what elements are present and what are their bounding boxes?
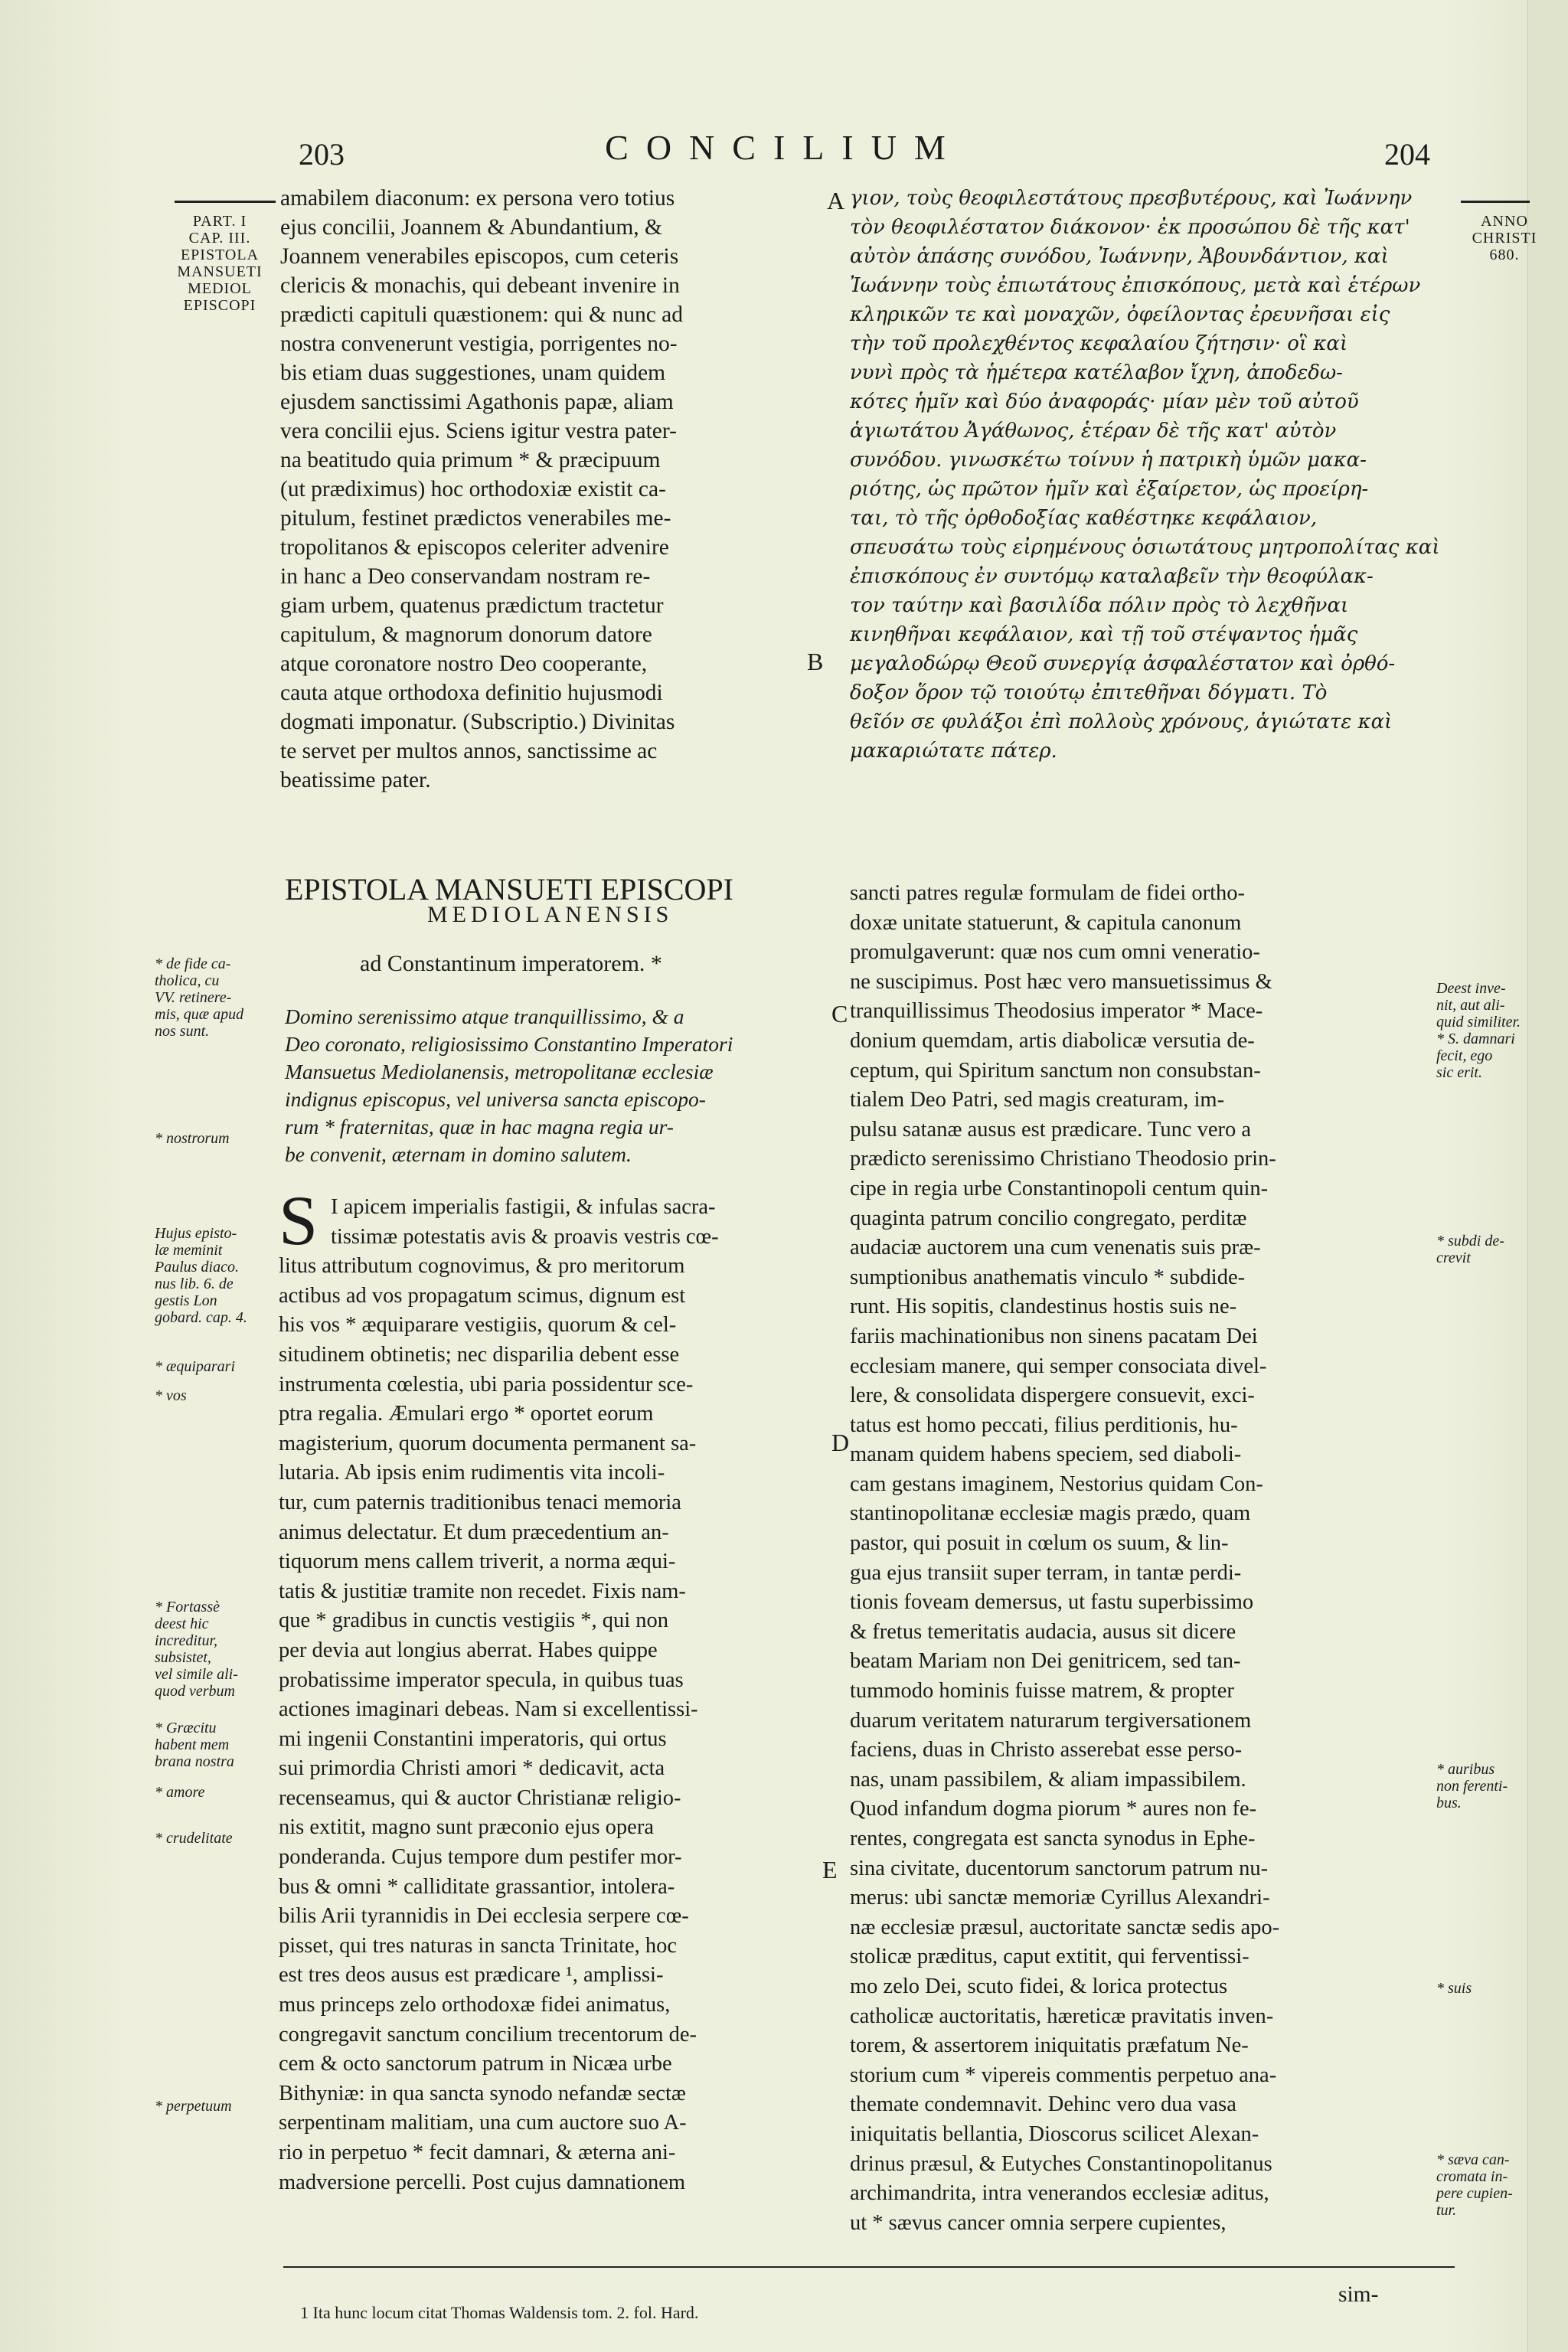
margin-note-left (155, 1830, 233, 1847)
margin-note-left (155, 1387, 187, 1404)
top-greek-column (850, 184, 1462, 766)
body-line: fariis machinationibus non sinens pacatam Dei (850, 1324, 1258, 1348)
greek-line: κινηθῆναι κεφάλαιον, καὶ τῇ τοῦ στέψαντος ἡμᾶς (850, 623, 1358, 646)
body-line: nis extitit, magno sunt præconio ejus opera (279, 1815, 654, 1840)
body-line: themate condemnavit. Dehinc vero dua vasa (850, 2092, 1236, 2117)
latin-line: vera concilii ejus. Sciens igitur vestra pater- (280, 419, 677, 443)
margin-note-left (155, 1599, 238, 1700)
latin-line: in hanc a Deo conservandam nostram re- (280, 564, 651, 589)
greek-line: μακαριώτατε πάτερ. (850, 740, 1057, 763)
margin-title-line: PART. I (192, 213, 247, 230)
body-line: cem & octo sanctorum patrum in Nicæa urbe (279, 2052, 672, 2076)
latin-line: clericis & monachis, qui debeant invenire in (280, 273, 680, 298)
margin-note-line: deest hic (155, 1615, 209, 1632)
page-number-left: 203 (299, 137, 345, 172)
body-line: tissimæ potestatis avis & proavis vestris cœ- (331, 1224, 719, 1249)
latin-line: prædicti capituli quæstionem: qui & nunc ad (280, 302, 684, 327)
margin-note-line: gobard. cap. 4. (155, 1309, 247, 1326)
body-line: prædicto serenissimo Christiano Theodosio prin- (850, 1147, 1276, 1171)
body-line: animus delectatur. Et dum præcedentium an- (279, 1520, 669, 1544)
section-letter-b: B (807, 648, 824, 675)
greek-line: τὴν τοῦ προλεχθέντος κεφαλαίου ζήτησιν· οἳ καὶ (850, 332, 1348, 355)
margin-note-line: habent mem (155, 1736, 230, 1753)
body-line: merus: ubi sanctæ memoriæ Cyrillus Alexandri- (850, 1886, 1270, 1910)
margin-note-right (1436, 980, 1521, 1081)
greek-line: θεῖόν σε φυλάξοι ἐπὶ πολλοὺς χρόνους, ἁγιώτατε καὶ (850, 710, 1393, 733)
margin-note-line: * perpetuum (155, 2098, 232, 2115)
body-line: tiquorum mens callem triverit, a norma æqui- (279, 1550, 676, 1574)
margin-note-line: * vos (155, 1387, 187, 1404)
greek-line: κότες ἡμῖν καὶ δύο ἀναφοράς· μίαν μὲν τοῦ αὐτοῦ (850, 390, 1359, 413)
margin-note-line: * amore (155, 1784, 205, 1801)
body-line: storium cum * vipereis commentis perpetuo ana- (850, 2063, 1277, 2087)
body-line: cam gestans imaginem, Nestorius quidam Con- (850, 1472, 1263, 1496)
section-letter-e: E (822, 1856, 838, 1883)
body-line: tummodo hominis fuisse matrem, & propter (850, 1679, 1234, 1704)
margin-note-line: cromata in- (1436, 2168, 1508, 2185)
latin-line: (ut prædiximus) hoc orthodoxiæ existit ca- (280, 477, 666, 501)
body-line: ut * sævus cancer omnia serpere cupientes, (850, 2210, 1227, 2235)
greek-line: ἁγιωτάτου Ἀγάθωνος, ἑτέραν δὲ τῆς κατ' αὐτὸν (850, 420, 1337, 443)
margin-note-left (155, 2098, 232, 2115)
greek-line: τὸν θεοφιλέστατον διάκονον· ἐκ προσώπου δὲ τῆς κατ' (850, 216, 1410, 239)
epistola-left-column (279, 1193, 830, 2197)
margin-note-left (155, 1358, 235, 1375)
epistola-address: ad Constantinum imperatorem. * (360, 951, 662, 976)
latin-line: Joannem venerabiles episcopos, cum ceteris (280, 244, 679, 269)
margin-note-line: pere cupien- (1436, 2185, 1513, 2202)
margin-note-line: non ferenti- (1436, 1778, 1508, 1795)
margin-note-line: brana nostra (155, 1753, 234, 1770)
margin-note-left (155, 1225, 247, 1326)
greek-line: γιον, τοὺς θεοφιλεστάτους πρεσβυτέρους, καὶ Ἰωάννην (850, 187, 1413, 210)
margin-note-line: * de fide ca- (155, 956, 231, 972)
next-page-edge (1527, 0, 1568, 2352)
body-line: ptra regalia. Æmulari ergo * oportet eorum (279, 1402, 654, 1426)
body-line: tionis foveam demersus, ut fastu superbissimo (850, 1590, 1254, 1615)
body-line: ne suscipimus. Post hæc vero mansuetissimus & (850, 969, 1272, 994)
body-line: pisset, qui tres naturas in sancta Trinitate, hoc (279, 1933, 678, 1958)
body-line: serpentinam malitiam, una cum auctore suo A- (279, 2111, 687, 2135)
margin-note-line: nit, aut ali- (1436, 997, 1505, 1014)
greek-line: μεγαλοδώρῳ Θεοῦ συνεργίᾳ ἀσφαλέστατον καὶ ὀρθό- (850, 652, 1396, 675)
salutation-line: Mansuetus Mediolanensis, metropolitanæ ecclesiæ (285, 1060, 714, 1083)
greek-line: νυνὶ πρὸς τὰ ἡμέτερα κατέλαβον ἴχνη, ἀποδεδω- (850, 361, 1343, 384)
margin-note-line: * suis (1436, 1980, 1472, 1997)
body-line: congregavit sanctum concilium trecentorum de- (279, 2022, 697, 2047)
body-line: sumptionibus anathematis vinculo * subdide- (850, 1265, 1246, 1289)
body-line: drinus præsul, & Eutyches Constantinopolitanus (850, 2151, 1272, 2176)
body-line: tur, cum paternis traditionibus tenaci memoria (279, 1490, 681, 1514)
body-line: bilis Arii tyrannidis in Dei ecclesia serpere cœ- (279, 1904, 689, 1929)
body-line: promulgaverunt: quæ nos cum omni veneratio- (850, 940, 1260, 965)
body-line: tialem Deo Patri, sed magis creaturam, im- (850, 1088, 1225, 1112)
footnote-rule (283, 2266, 1455, 2268)
body-line: situdinem obtinetis; nec disparilia debent esse (279, 1342, 680, 1367)
margin-year-line: 680. (1489, 247, 1520, 263)
body-line: Bithyniæ: in qua sancta synodo nefandæ sectæ (279, 2081, 686, 2105)
margin-note-left (155, 1720, 234, 1770)
section-letter-a: A (827, 187, 845, 214)
greek-line: ἐπισκόπους ἐν συντόμῳ καταλαβεῖν τὴν θεοφύλακ- (850, 565, 1374, 588)
margin-note-right (1436, 2151, 1513, 2219)
body-line: que * gradibus in cunctis vestigiis *, qui non (279, 1609, 668, 1633)
latin-line: tropolitanos & episcopos celeriter advenire (280, 535, 669, 560)
margin-note-line: * nostrorum (155, 1130, 230, 1147)
margin-note-line: Paulus diaco. (155, 1259, 239, 1276)
body-line: torem, & assertorem iniquitatis præfatum Ne- (850, 2034, 1249, 2058)
margin-note-line: quod verbum (155, 1683, 235, 1700)
body-line: mo zelo Dei, scuto fidei, & lorica protectus (850, 1974, 1228, 1998)
body-line: rentes, congregata est sancta synodus in Ephe- (850, 1827, 1256, 1851)
latin-line: cauta atque orthodoxa definitio hujusmodi (280, 681, 663, 705)
body-line: cipe in regia urbe Constantinopoli centum quin- (850, 1176, 1269, 1200)
body-line: beatam Mariam non Dei genitricem, sed tan- (850, 1649, 1241, 1674)
epistola-title: EPISTOLA MANSUETI EPISCOPI (285, 872, 733, 906)
latin-line: ejus concilii, Joannem & Abundantium, & (280, 215, 662, 240)
body-line: pulsu satanæ ausus est prædicare. Tunc vero a (850, 1117, 1252, 1142)
margin-note-line: nos sunt. (155, 1023, 210, 1040)
body-line: & fretus temeritatis audacia, ausus sit dicere (850, 1619, 1236, 1644)
salutation-line: Domino serenissimo atque tranquillissimo, & a (285, 1004, 684, 1028)
margin-title-line: EPISTOLA (180, 247, 260, 263)
margin-note-line: VV. retinere- (155, 989, 232, 1006)
body-line: quaginta patrum concilio congregato, perditæ (850, 1206, 1247, 1230)
body-line: lutaria. Ab ipsis enim rudimentis vita incoli- (279, 1461, 665, 1485)
body-line: actibus ad vos propagatum scimus, dignum est (279, 1283, 686, 1308)
margin-note-line: tur. (1436, 2202, 1457, 2219)
margin-note-line: * æquiparari (155, 1358, 236, 1375)
latin-line: bis etiam duas suggestiones, unam quidem (280, 361, 666, 385)
body-line: mi ingenii Constantini imperatoris, qui ortus (279, 1726, 667, 1751)
body-line: actiones imaginari debeas. Nam si excellentissi- (279, 1697, 698, 1722)
latin-line: na beatitudo quia primum * & præcipuum (280, 448, 661, 472)
margin-note-line: læ meminit (155, 1242, 223, 1259)
footnote: 1 Ita hunc locum citat Thomas Waldensis tom. 2. fol. Hard. (300, 2303, 699, 2322)
body-line: tatis & justitiæ tramite non recedet. Fixis nam- (279, 1579, 686, 1603)
body-line: iniquitatis bellantia, Dioscorus scilicet Alexan- (850, 2122, 1259, 2146)
margin-note-line: tholica, cu (155, 972, 220, 989)
body-line: ceptum, qui Spiritum sanctum non consubstan- (850, 1058, 1261, 1083)
body-line: duarum veritatem naturarum tergiversationem (850, 1708, 1252, 1733)
section-letter-d: D (831, 1429, 850, 1456)
greek-line: τον ταύτην καὶ βασιλίδα πόλιν πρὸς τὸ λεχθῆναι (850, 594, 1349, 617)
margin-note-left (155, 1130, 230, 1147)
latin-line: pitulum, festinet prædictos venerabiles me- (280, 506, 671, 531)
margin-note-line: nus lib. 6. de (155, 1276, 234, 1292)
body-line: litus attributum cognovimus, & pro meritorum (279, 1254, 685, 1279)
body-line: næ ecclesiæ præsul, auctoritate sanctæ sedis apo- (850, 1915, 1280, 1939)
running-head: CONCILIUM (605, 128, 963, 167)
greek-line: ται, τὸ τῆς ὀρθοδοξίας καθέστηκε κεφάλαιον, (850, 507, 1318, 530)
margin-note-line: fecit, ego (1436, 1047, 1493, 1064)
margin-note-line: subsistet, (155, 1649, 211, 1666)
margin-note-line: * subdi de- (1436, 1233, 1504, 1250)
margin-note-line: gestis Lon (155, 1292, 217, 1309)
margin-note-line: * S. damnari (1436, 1031, 1515, 1047)
body-line: manam quidem habens speciem, sed diaboli- (850, 1442, 1242, 1467)
body-line: audaciæ auctorem una cum venenatis suis præ- (850, 1236, 1261, 1260)
top-rule-right (1461, 201, 1530, 203)
body-line: sancti patres regulæ formulam de fidei ortho- (850, 881, 1246, 905)
epistola-subtitle: MEDIOLANENSIS (427, 902, 674, 927)
margin-note-line: * Græcitu (155, 1720, 217, 1736)
margin-title-line: CAP. III. (188, 230, 251, 247)
margin-note-line: quid similiter. (1436, 1014, 1521, 1031)
latin-line: dogmati imponatur. (Subscriptio.) Divinitas (280, 710, 675, 734)
body-line: lere, & consolidata dispergere consuevit, exci- (850, 1383, 1255, 1408)
salutation-line: indignus episcopus, vel universa sancta episcopo- (285, 1087, 706, 1111)
page-number-right: 204 (1384, 137, 1430, 172)
greek-line: δοξον ὅρον τῷ τοιούτῳ ἐπιτεθῆναι δόγματι. Τὸ (850, 681, 1328, 704)
body-line: Quod infandum dogma piorum * aures non fe- (850, 1797, 1257, 1821)
body-line: mus princeps zelo orthodoxæ fidei animatus, (279, 1993, 671, 2017)
body-line: per devia aut longius aberrat. Habes quippe (279, 1638, 658, 1662)
margin-note-line: vel simile ali- (155, 1666, 238, 1683)
body-line: tranquillissimus Theodosius imperator * Mace- (850, 999, 1263, 1024)
latin-line: beatissime pater. (280, 768, 431, 792)
greek-line: Ἰωάννην τοὺς ἐπιωτάτους ἐπισκόπους, μετὰ καὶ ἑτέρων (850, 274, 1421, 297)
body-line: I apicem imperialis fastigii, & infulas sacra- (331, 1195, 716, 1219)
latin-line: giam urbem, quatenus prædictum tractetur (280, 593, 664, 618)
margin-note-line: * sæva can- (1436, 2151, 1510, 2168)
body-line: archimandrita, intra venerandos ecclesiæ aditus, (850, 2181, 1269, 2206)
margin-title-line: MEDIOL (188, 280, 252, 297)
body-line: his vos * æquiparare vestigiis, quorum & cel- (279, 1313, 677, 1338)
body-line: sui primordia Christi amori * dedicavit, acta (279, 1756, 665, 1781)
greek-line: κληρικῶν τε καὶ μοναχῶν, ὀφείλοντας ἐρευνῆσαι εἰς (850, 303, 1390, 326)
top-latin-column (280, 184, 831, 795)
latin-line: te servet per multos annos, sanctissime ac (280, 739, 658, 763)
salutation-line: rum * fraternitas, quæ in hac magna regia ur- (285, 1115, 674, 1138)
salutation-block (285, 1003, 733, 1168)
margin-note-right (1436, 1761, 1508, 1811)
body-line: bus & omni * calliditate grassantior, intolera- (279, 1874, 675, 1899)
body-line: ponderanda. Cujus tempore dum pestifer mor- (279, 1845, 682, 1870)
margin-year-line: ANNO (1481, 213, 1528, 230)
margin-note-line: Deest inve- (1436, 980, 1506, 997)
body-line: recenseamus, qui & auctor Christianæ religio- (279, 1785, 681, 1810)
margin-note-line: bus. (1436, 1795, 1462, 1811)
margin-note-line: Hujus episto- (155, 1225, 237, 1242)
greek-line: αὐτὸν ἁπάσης συνόδου, Ἰωάννην, Ἀβουνδάντιον, καὶ (850, 245, 1389, 268)
body-line: ecclesiam manere, qui semper consociata divel- (850, 1354, 1267, 1378)
body-line: tatus est homo peccati, filius perditionis, hu- (850, 1413, 1238, 1437)
margin-note-line: * auribus (1436, 1761, 1495, 1778)
body-line: nas, unam passibilem, & aliam impassibilem. (850, 1767, 1246, 1792)
body-line: stolicæ præditus, caput extitit, qui ferventissi- (850, 1945, 1250, 1969)
salutation-line: be convenit, æternam in domino salutem. (285, 1142, 632, 1166)
drop-cap: S (279, 1181, 318, 1259)
latin-line: amabilem diaconum: ex persona vero totius (280, 186, 675, 211)
margin-title-line: MANSUETI (177, 263, 263, 280)
greek-line: συνόδου. γινωσκέτω τοίνυν ἡ πατρικὴ ὑμῶν μακα- (850, 449, 1367, 472)
body-line: gua ejus transiit super terram, in tantæ perdi- (850, 1560, 1242, 1585)
body-line: doxæ unitate statuerunt, & capitula canonum (850, 910, 1242, 935)
body-line: donium quemdam, artis diabolicæ versutia de- (850, 1028, 1255, 1053)
body-line: sina civitate, ducentorum sanctorum patrum nu- (850, 1856, 1269, 1880)
body-line: pastor, qui posuit in cœlum os suum, & lin- (850, 1531, 1229, 1556)
body-line: faciens, duas in Christo asserebat esse perso- (850, 1738, 1243, 1762)
latin-line: capitulum, & magnorum donorum datore (280, 622, 652, 647)
catchword: sim- (1338, 2282, 1379, 2307)
body-line: instrumenta cœlestia, ubi paria possidentur sce- (279, 1372, 694, 1396)
latin-line: ejusdem sanctissimi Agathonis papæ, aliam (280, 390, 674, 414)
body-line: magisterium, quorum documenta permanent sa- (279, 1431, 697, 1455)
salutation-line: Deo coronato, religiosissimo Constantino Imperatori (285, 1032, 733, 1056)
body-line: madversione percelli. Post cujus damnationem (279, 2170, 686, 2194)
latin-line: nostra convenerunt vestigia, porrigentes no- (280, 332, 678, 356)
body-line: rio in perpetuo * fecit damnari, & æterna ani- (279, 2141, 676, 2164)
margin-note-right (1436, 1233, 1504, 1266)
margin-note-line: * crudelitate (155, 1830, 233, 1847)
margin-note-line: mis, quæ apud (155, 1006, 244, 1023)
epistola-right-column (850, 879, 1447, 2238)
margin-note-line: * Fortassè (155, 1599, 220, 1615)
margin-title-line: EPISCOPI (183, 297, 256, 314)
greek-line: ριότης, ὡς πρῶτον ἡμῖν καὶ ἐξαίρετον, ὡς προείρη- (850, 478, 1369, 501)
body-line: stantinopolitanæ ecclesiæ magis prædo, quam (850, 1501, 1251, 1526)
margin-note-line: increditur, (155, 1632, 218, 1649)
body-line: est tres deos ausus est prædicare ¹, amplissi- (279, 1963, 664, 1988)
margin-note-left (155, 956, 243, 1040)
greek-line: σπευσάτω τοὺς εἰρημένους ὁσιωτάτους μητροπολίτας καὶ (850, 536, 1440, 559)
margin-running-title-left (170, 213, 270, 314)
latin-line: atque coronatore nostro Deo cooperante, (280, 652, 648, 676)
body-line: catholicæ auctoritatis, hæreticæ pravitatis inven- (850, 2004, 1274, 2028)
body-line: runt. His sopitis, clandestinus hostis suis ne- (850, 1295, 1237, 1319)
margin-note-line: crevit (1436, 1250, 1471, 1266)
margin-note-right (1436, 1980, 1472, 1997)
top-rule-left (175, 201, 276, 203)
body-line: probatissime imperator specula, in quibus tuas (279, 1668, 684, 1692)
section-letter-c: C (831, 1000, 848, 1027)
margin-year-right (1470, 213, 1539, 263)
margin-note-left (155, 1784, 204, 1801)
margin-note-line: sic erit. (1436, 1064, 1482, 1081)
margin-year-line: CHRISTI (1472, 230, 1537, 247)
